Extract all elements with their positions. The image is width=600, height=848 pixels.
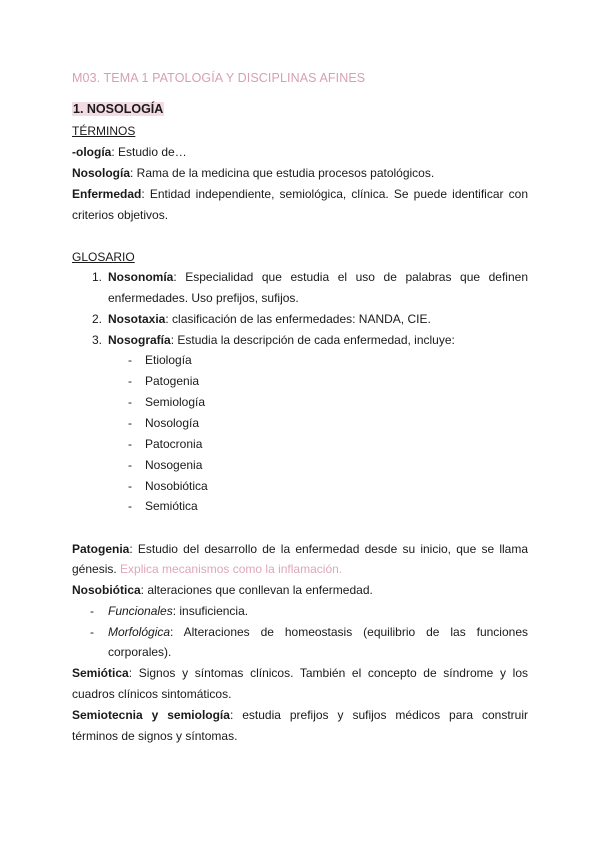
term-def: : Alteraciones de homeostasis (equilibrio de las funciones <box>170 625 528 639</box>
term-name: Patogenia <box>72 542 130 556</box>
glosario-item-nosografia <box>108 333 455 348</box>
list-dash: - <box>128 353 132 367</box>
paragraph-patogenia-cont <box>72 562 342 577</box>
term-def: : insuficiencia. <box>172 604 249 618</box>
list-item: Nosobiótica <box>145 479 208 493</box>
list-item: Nosología <box>145 416 200 430</box>
paragraph-semiotecnia-cont: términos de signos y síntomas. <box>72 729 238 743</box>
list-dash: - <box>90 625 94 639</box>
list-dash: - <box>90 604 94 618</box>
term-name: Morfológica <box>108 625 171 639</box>
list-item: Semiología <box>145 395 206 409</box>
annotation-note: Explica mecanismos como la inflamación. <box>120 562 343 576</box>
paragraph-semiotecnia <box>72 708 528 723</box>
term-def: : estudia prefijos y sufijos médicos para construir <box>229 708 529 722</box>
term-def: : Signos y síntomas clínicos. También el concepto de síndrome y los <box>128 666 528 680</box>
term-ologia <box>72 145 187 160</box>
terminos-label: TÉRMINOS <box>72 124 136 138</box>
paragraph-semiotica-cont: cuadros clínicos sintomáticos. <box>72 687 232 701</box>
list-item: Etiología <box>145 353 192 367</box>
term-name: Funcionales <box>108 604 173 618</box>
term-def: : Entidad independiente, semiológica, clínica. Se puede identificar con <box>141 187 528 201</box>
term-name: Nosología <box>72 166 131 180</box>
list-item: Patogenia <box>145 374 200 388</box>
list-dash: - <box>128 499 132 513</box>
list-dash: - <box>128 479 132 493</box>
paragraph-nosobiotica <box>72 583 373 598</box>
term-def: : Rama de la medicina que estudia procesos patológicos. <box>130 166 435 180</box>
term-def: génesis. <box>72 562 121 576</box>
term-enfermedad-cont: criterios objetivos. <box>72 208 169 222</box>
glosario-item-nosonomia-cont: enfermedades. Uso prefijos, sufijos. <box>108 291 299 305</box>
term-name: Nosonomía <box>108 270 174 284</box>
list-item: Nosogenia <box>145 458 203 472</box>
term-def: : alteraciones que conllevan la enfermedad. <box>140 583 373 597</box>
term-def: : Estudio de… <box>111 145 187 159</box>
list-dash: - <box>128 374 132 388</box>
list-dash: - <box>128 437 132 451</box>
nosobiotica-item-morfologica <box>108 625 528 640</box>
paragraph-patogenia <box>72 542 528 557</box>
list-item: Patocronia <box>145 437 203 451</box>
term-def: : clasificación de las enfermedades: NANDA, CIE. <box>165 312 431 326</box>
term-name: Nosobiótica <box>72 583 141 597</box>
glosario-label: GLOSARIO <box>72 250 135 264</box>
document-title: M03. TEMA 1 PATOLOGÍA Y DISCIPLINAS AFINES <box>72 71 366 85</box>
nosobiotica-item-morfologica-cont: corporales). <box>108 645 172 659</box>
list-item: Semiótica <box>145 499 198 513</box>
glosario-item-nosotaxia <box>108 312 431 327</box>
nosobiotica-item-funcionales <box>108 604 248 619</box>
term-name: Enfermedad <box>72 187 142 201</box>
list-number: 1. <box>91 270 102 284</box>
list-dash: - <box>128 395 132 409</box>
term-name: Semiótica <box>72 666 129 680</box>
list-dash: - <box>128 416 132 430</box>
term-name: Semiotecnia y semiología <box>72 708 230 722</box>
term-def: : Estudio del desarrollo de la enfermedad desde su inicio, que se llama <box>129 542 528 556</box>
list-dash: - <box>128 458 132 472</box>
term-name: Nosotaxia <box>108 312 166 326</box>
term-enfermedad <box>72 187 528 202</box>
glosario-item-nosonomia <box>108 270 528 285</box>
term-def: : Estudia la descripción de cada enfermedad, incluye: <box>170 333 455 347</box>
list-number: 2. <box>91 312 102 326</box>
term-name: -ología <box>72 145 112 159</box>
section-heading-nosologia: 1. NOSOLOGÍA <box>73 102 164 116</box>
paragraph-semiotica <box>72 666 528 681</box>
term-name: Nosografía <box>108 333 171 347</box>
term-nosologia <box>72 166 434 181</box>
list-number: 3. <box>91 333 102 347</box>
term-def: : Especialidad que estudia el uso de palabras que definen <box>173 270 528 284</box>
